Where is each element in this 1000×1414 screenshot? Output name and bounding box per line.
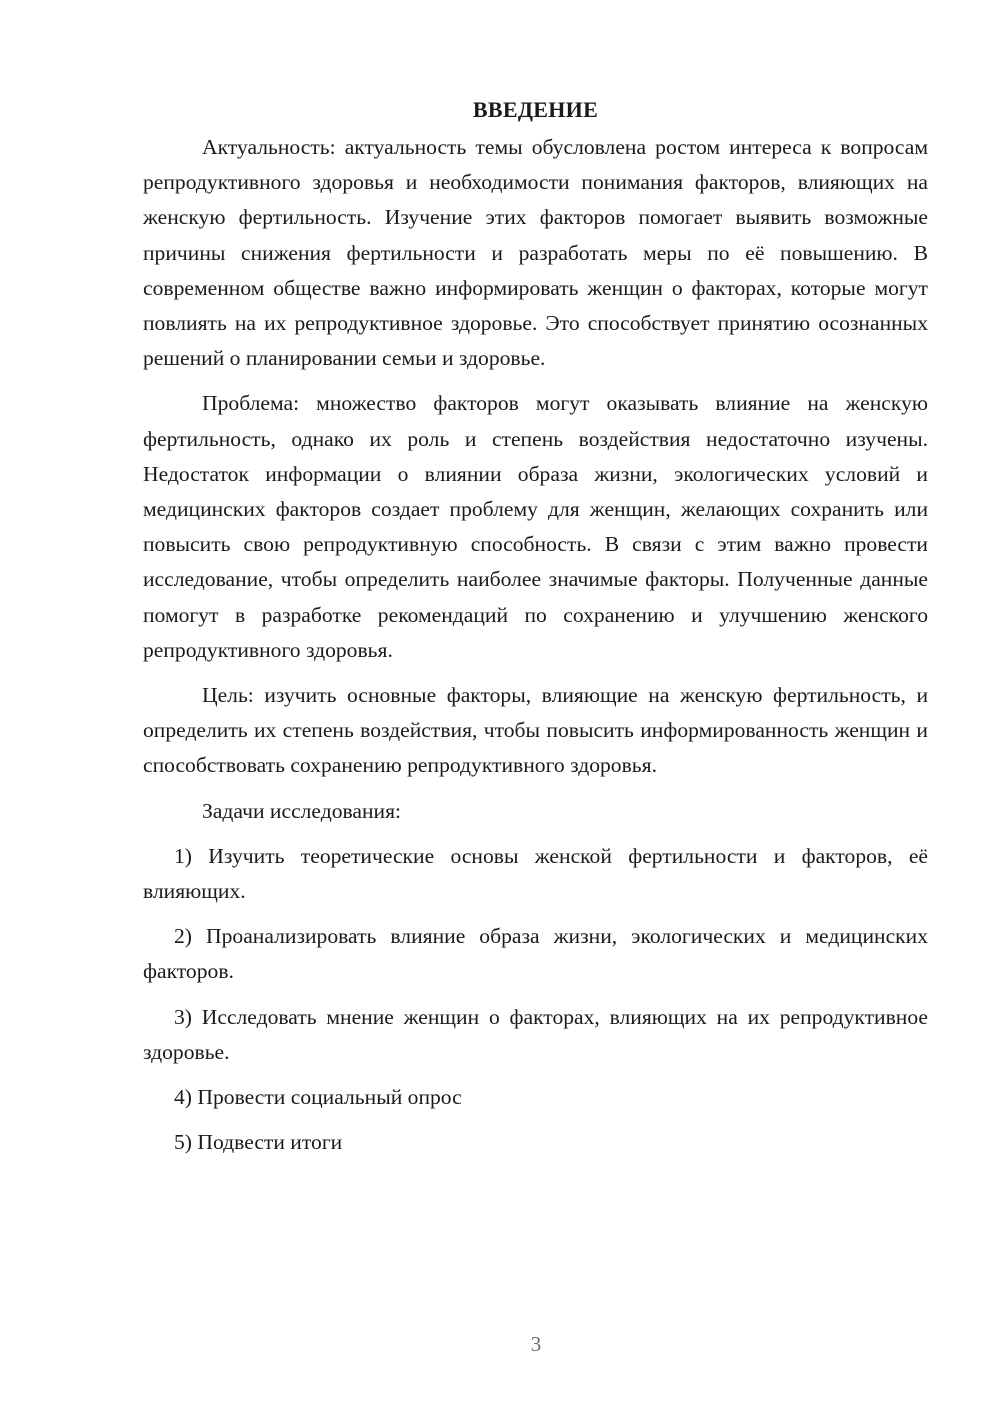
paragraph-tasks-heading: Задачи исследования: (202, 798, 402, 823)
task-item-3: 3) Исследовать мнение женщин о факторах, влияющих на их репродуктивное здоровье. (143, 1004, 928, 1064)
section-heading: ВВЕДЕНИЕ (472, 97, 599, 122)
page-content (143, 92, 928, 1160)
task-item-2: 2) Проанализировать влияние образа жизни, экологических и медицинских факторов. (143, 924, 928, 984)
paragraph-problem: Проблема: множество факторов могут оказывать влияние на женскую фертильность, однако их роль и степень воздействия недостаточно изучены. Недостаток информации о влиянии образа жизни, экологических условий и медицинских факторов создает проблему для женщин, желающих сохранить или повысить свою репродуктивную способность. В связи с этим важно провести исследование, чтобы определить наиболее значимые факторы. Полученные данные помогут в разработке рекомендаций по сохранению и улучшению женского репродуктивного здоровья. (143, 391, 928, 662)
task-item-1: 1) Изучить теоретические основы женской фертильности и факторов, её влияющих. (143, 843, 928, 904)
task-item-4: 4) Провести социальный опрос (174, 1085, 462, 1110)
paragraph-goal: Цель: изучить основные факторы, влияющие на женскую фертильность, и определить их степень воздействия, чтобы повысить информированность женщин и способствовать сохранению репродуктивного здоровья. (143, 683, 928, 778)
task-item-5: 5) Подвести итоги (174, 1130, 343, 1155)
paragraph-relevance: Актуальность: актуальность темы обусловлена ростом интереса к вопросам репродуктивного здоровья и необходимости понимания факторов, влияющих на женскую фертильность. Изучение этих факторов помогает выявить возможные причины снижения фертильности и разработать меры по её повышению. В современном обществе важно информировать женщин о факторах, которые могут повлиять на их репродуктивное здоровье. Это способствует принятию осознанных решений о планировании семьи и здоровье. (143, 135, 928, 371)
page-number: 3 (530, 1332, 542, 1356)
